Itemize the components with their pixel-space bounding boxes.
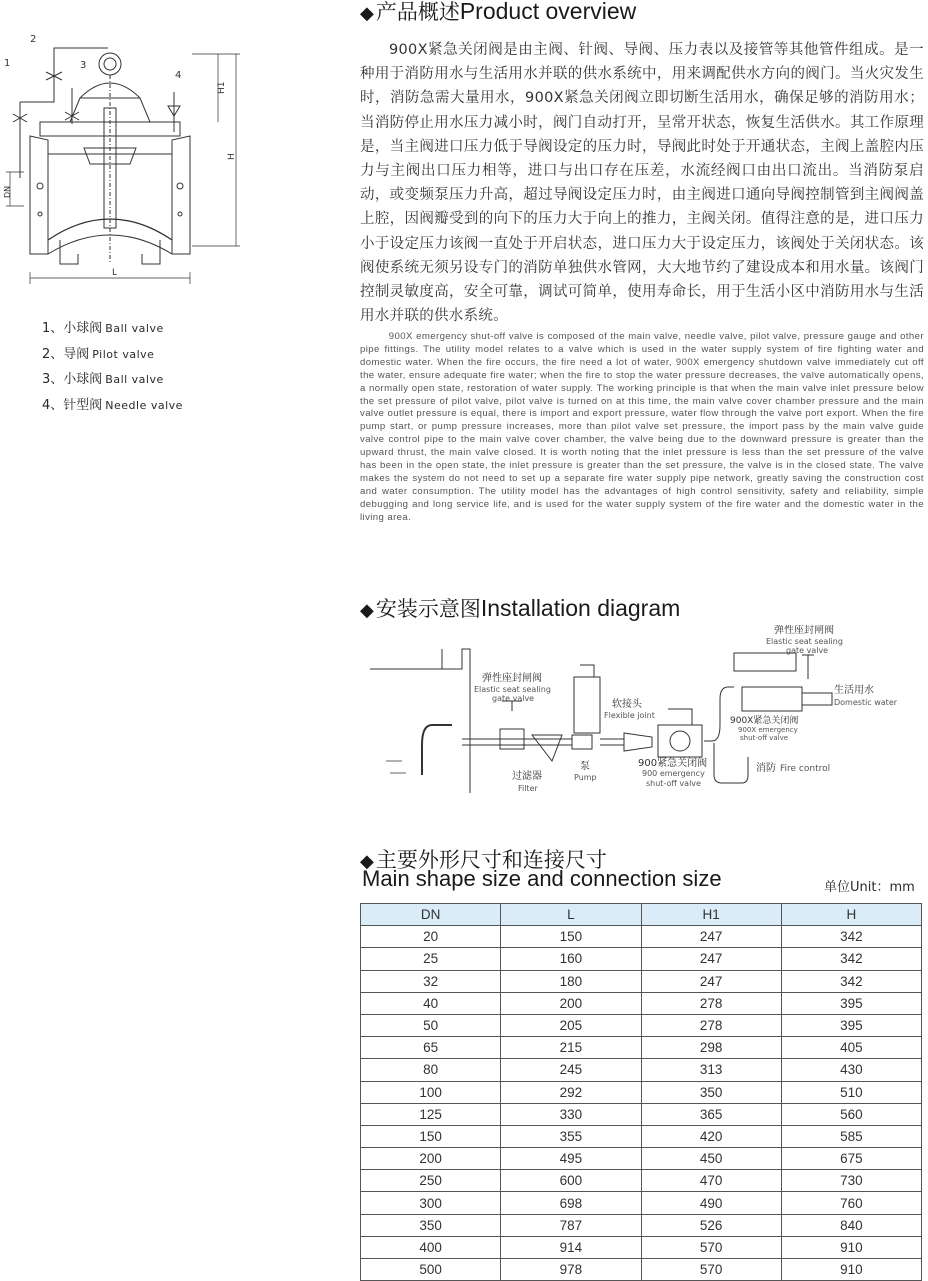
legend-item: 3、小球阀 Ball valve	[42, 372, 164, 387]
overview-paragraph-zh: 900X紧急关闭阀是由主阀、针阀、导阀、压力表以及接管等其他管件组成。是一种用于消防用水与生活用水并联的供水系统中，用来调配供水方向的阀门。当火灾发生时，消防急需大量用水，900X紧急关闭阀立即切断生活用水，确保足够的消防用水；当消防停止用水压力减小时，阀门自动打开，呈常开状态，恢复生活供水。其工作原理是，当主阀进口压力低于导阀设定的压力时，导阀此时处于开通状态，主阀上盖腔内压力与主阀出口压力相等，进口与出口存在压差，水流经阀口由出口流出。当消防泵启动，或变频泵压力升高，超过导阀设定压力时，由主阀进口通向导阀控制管到主阀阀盖上腔，因阀瓣受到的向下的压力大于向上的推力，主阀关闭。值得注意的是，进口压力小于设定压力该阀一直处于开启状态，进口压力大于设定压力，该阀处于关闭状态。该阀使系统无须另设专门的消防单独供水管网，大大地节约了建设成本和用水量。该阀门控制灵敏度高，安全可靠，调试可简单，使用寿命长，用于生活小区中消防用水与生活用水并联的供水系统。	[360, 42, 924, 325]
table-cell: 350	[641, 1081, 781, 1103]
table-row	[361, 926, 922, 948]
table-cell: 910	[781, 1236, 921, 1258]
dim-h1: H1	[217, 81, 227, 94]
table-cell: 500	[361, 1259, 501, 1281]
table-row	[361, 1014, 922, 1036]
table-cell: 32	[361, 970, 501, 992]
table-row	[361, 970, 922, 992]
table-cell: 675	[781, 1148, 921, 1170]
table-cell: 914	[501, 1236, 641, 1258]
pump-label-en: Pump	[574, 773, 597, 782]
joint-label-zh: 软接头	[612, 699, 642, 710]
table-cell: 200	[501, 992, 641, 1014]
table-cell: 978	[501, 1259, 641, 1281]
table-cell: 560	[781, 1103, 921, 1125]
table-cell: 490	[641, 1192, 781, 1214]
gate2-label-zh: 弹性座封闸阀	[774, 625, 834, 636]
parts-legend	[42, 316, 183, 418]
table-cell: 247	[641, 926, 781, 948]
table-cell: 342	[781, 926, 921, 948]
table-row	[361, 1148, 922, 1170]
table-row	[361, 1259, 922, 1281]
table-cell: 470	[641, 1170, 781, 1192]
table-cell: 25	[361, 948, 501, 970]
diamond-bullet-icon: ◆	[360, 600, 374, 621]
table-cell: 247	[641, 970, 781, 992]
table-cell: 250	[361, 1170, 501, 1192]
legend-item: 2、导阀 Pilot valve	[42, 346, 155, 362]
fire-label-zh: 消防	[756, 763, 776, 774]
table-row	[361, 1103, 922, 1125]
callout-2: 2	[30, 34, 37, 45]
table-row	[361, 1170, 922, 1192]
table-row	[361, 1192, 922, 1214]
dim-h: H	[227, 153, 237, 160]
table-cell: 698	[501, 1192, 641, 1214]
filter-label-zh: 过滤器	[512, 771, 542, 782]
table-cell: 495	[501, 1148, 641, 1170]
table-cell: 292	[501, 1081, 641, 1103]
diamond-bullet-icon: ◆	[360, 3, 374, 24]
table-cell: 50	[361, 1014, 501, 1036]
table-cell: 247	[641, 948, 781, 970]
overview-paragraph-en: 900X emergency shut-off valve is composed of the main valve, needle valve, pilot valve, pressure gauge and other pipe fittings. The utility model relates to a valve which is used in the water supply system of fire fighting water and domestic water. When the fire occurs, the fire need a lot of water, 900X emergency shutdown valve immediately cut off the water, ensure adequate fire water; when the fire to stop the water pressure decreases, the valve automatically opens, a normally open state, restoration of water supply. The working principle is that when the main valve inlet pressure below the set pressure of pilot valve, pilot valve is turned on at this time, the main valve cover chamber pressure and the main valve outlet pressure is equal, there is import and export pressure, water flow through the valve port export. When the fire pump start, or pump pressure increases, more than pilot valve set pressure, the import pass by the main valve guide valve control pipe to the main valve cover chamber, the valve being due to the downward pressure is greater than the upward thrust, the main valve closed. It is worth noting that the inlet pressure is less than the set pressure of the valve has been in the open state, the inlet pressure is greater than the set pressure, the valve is in the closed state. The valve makes the system do not need to set up a separate fire water supply pipe network, greatly saving the construction cost and water consumption. The utility model has the advantages of high control sensitivity, safety and reliability, simple debugging and long service life, and is used for the water supply system of the fire water and the domestic water in the living area.	[360, 331, 924, 523]
valve-section-drawing	[0, 28, 245, 290]
gate2-label-en1: Elastic seat sealing	[766, 637, 843, 646]
table-cell: 910	[781, 1259, 921, 1281]
size-table	[360, 903, 922, 1281]
size-table-body	[361, 926, 922, 1281]
joint-label-en: Flexible joint	[604, 711, 655, 720]
table-cell: 80	[361, 1059, 501, 1081]
unit-label: 单位Unit：mm	[824, 880, 915, 895]
table-cell: 760	[781, 1192, 921, 1214]
legend-item: 4、针型阀 Needle valve	[42, 397, 183, 413]
gate2-label-en2: gate valve	[786, 646, 829, 655]
v900x-label-zh: 900X紧急关闭阀	[730, 716, 799, 726]
dim-dn: DN	[3, 185, 12, 198]
table-cell: 20	[361, 926, 501, 948]
table-cell: 450	[641, 1148, 781, 1170]
callout-1: 1	[4, 58, 11, 69]
col-h: H	[781, 904, 921, 926]
install-heading: ◆安装示意图Installation diagram	[360, 595, 681, 621]
col-dn: DN	[361, 904, 501, 926]
col-l: L	[501, 904, 641, 926]
table-cell: 840	[781, 1214, 921, 1236]
installation-diagram	[362, 625, 922, 800]
table-cell: 730	[781, 1170, 921, 1192]
table-cell: 365	[641, 1103, 781, 1125]
table-cell: 180	[501, 970, 641, 992]
table-cell: 342	[781, 970, 921, 992]
v900x-label-en2: shut-off valve	[740, 734, 789, 742]
table-header-row	[361, 904, 922, 926]
size-heading: ◆主要外形尺寸和连接尺寸	[360, 848, 607, 872]
domestic-label-en: Domestic water	[834, 698, 898, 707]
table-cell: 400	[361, 1236, 501, 1258]
overview-heading: ◆产品概述Product overview	[360, 0, 637, 24]
table-cell: 205	[501, 1014, 641, 1036]
table-cell: 200	[361, 1148, 501, 1170]
v900-label-zh: 900紧急关闭阀	[638, 758, 708, 769]
table-cell: 570	[641, 1259, 781, 1281]
v900x-label-en1: 900X emergency	[738, 726, 798, 734]
table-cell: 150	[361, 1125, 501, 1147]
table-cell: 585	[781, 1125, 921, 1147]
table-cell: 787	[501, 1214, 641, 1236]
table-cell: 100	[361, 1081, 501, 1103]
table-cell: 215	[501, 1037, 641, 1059]
table-cell: 160	[501, 948, 641, 970]
table-cell: 330	[501, 1103, 641, 1125]
table-row	[361, 1125, 922, 1147]
v900-label-en1: 900 emergency	[642, 769, 705, 778]
v900-label-en2: shut-off valve	[646, 779, 701, 788]
table-cell: 150	[501, 926, 641, 948]
table-cell: 355	[501, 1125, 641, 1147]
callout-3: 3	[80, 60, 87, 71]
callout-4: 4	[175, 70, 182, 81]
table-row	[361, 992, 922, 1014]
table-cell: 125	[361, 1103, 501, 1125]
col-h1: H1	[641, 904, 781, 926]
table-row	[361, 1214, 922, 1236]
table-cell: 395	[781, 1014, 921, 1036]
fire-label-en: Fire control	[780, 764, 831, 774]
diamond-bullet-icon: ◆	[360, 851, 374, 872]
table-cell: 245	[501, 1059, 641, 1081]
domestic-label-zh: 生活用水	[834, 685, 874, 696]
filter-label-en: Filter	[518, 784, 538, 793]
table-cell: 278	[641, 992, 781, 1014]
pump-label-zh: 泵	[580, 761, 590, 772]
legend-item: 1、小球阀 Ball valve	[42, 321, 164, 336]
gate1-label-zh: 弹性座封闸阀	[482, 673, 542, 684]
gate1-label-en1: Elastic seat sealing	[474, 685, 551, 694]
table-row	[361, 1081, 922, 1103]
table-cell: 430	[781, 1059, 921, 1081]
table-row	[361, 1236, 922, 1258]
table-cell: 405	[781, 1037, 921, 1059]
table-cell: 510	[781, 1081, 921, 1103]
table-cell: 313	[641, 1059, 781, 1081]
table-row	[361, 1037, 922, 1059]
table-cell: 570	[641, 1236, 781, 1258]
table-cell: 395	[781, 992, 921, 1014]
table-cell: 526	[641, 1214, 781, 1236]
table-row	[361, 1059, 922, 1081]
table-cell: 350	[361, 1214, 501, 1236]
table-cell: 298	[641, 1037, 781, 1059]
table-cell: 342	[781, 948, 921, 970]
size-heading-en: Main shape size and connection size	[362, 866, 722, 891]
table-row	[361, 948, 922, 970]
table-cell: 300	[361, 1192, 501, 1214]
table-cell: 65	[361, 1037, 501, 1059]
table-cell: 600	[501, 1170, 641, 1192]
table-cell: 420	[641, 1125, 781, 1147]
table-cell: 40	[361, 992, 501, 1014]
dim-l: L	[112, 268, 118, 278]
gate1-label-en2: gate valve	[492, 694, 535, 703]
table-cell: 278	[641, 1014, 781, 1036]
